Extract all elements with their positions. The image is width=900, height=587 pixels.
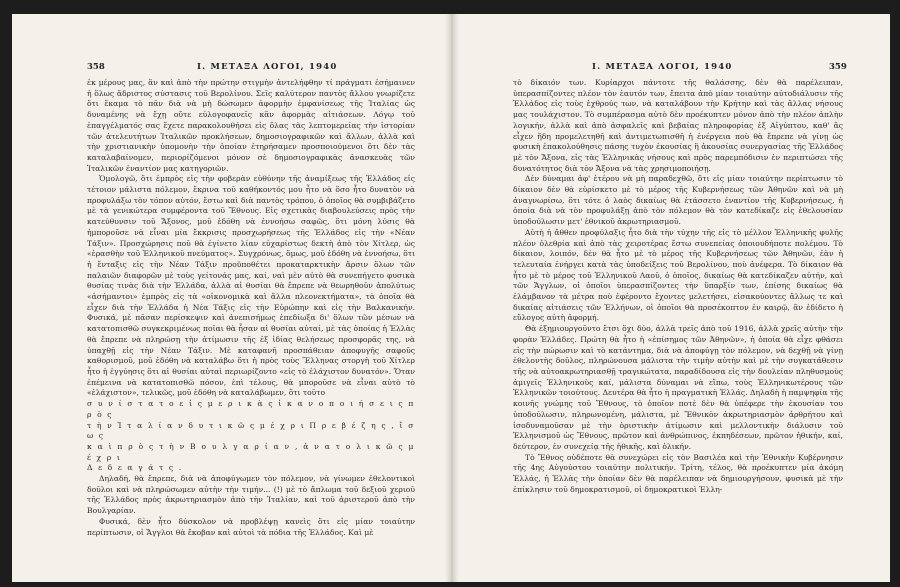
left-spaced-line-4: Δ ε δ ε α γ ά τ ς . bbox=[87, 463, 183, 473]
left-paragraph-3: Δηλαδή, θὰ ἔπρεπε, διὰ νὰ ἀποφύγωμεν τὸν πόλεμον, νὰ γίνωμεν ἐθελοντικοὶ δοῦλοι καὶ νὰ πληρώσωμεν αὐτὴν τὴν τιμήν... (!) μὲ τὸ ἄπλωμα τοῦ δεξιοῦ χεριοῦ τῆς Ἑλλάδος πρὸς ἀκρωτηριασμὸν ἀπὸ τὴν Ἰταλίαν, καὶ τοῦ ἀριστεροῦ ἀπὸ τὴν Βουλγαρίαν. bbox=[87, 474, 415, 516]
left-running-title: Ι. ΜΕΤΑΞΑ ΛΟΓΟΙ, 1940 bbox=[197, 62, 338, 72]
left-paragraph-4: Φυσικά, δὲν ἦτο δύσκολον νὰ προβλέψῃ κανεὶς ὅτι εἰς μίαν τοιαύτην περίπτωσιν, οἱ Ἄγγλοι θὰ ἔκοβαν καὶ αὐτοὶ τὰ πόδια τῆς Ἑλλάδος. Καὶ μὲ bbox=[87, 516, 415, 537]
left-spaced-line-3: κ α ὶ π ρ ὸ ς τ ὴ ν Β ο υ λ γ α ρ ί α ν , ἀ ν α τ ο λ ι κ ῶ ς μ έ χ ρ ι bbox=[87, 441, 415, 462]
right-page-number: 359 bbox=[829, 62, 847, 72]
right-paragraph-5: Τὸ Ἔθνος οὐδέποτε θὰ συνεχώρει εἰς τὸν Βασιλέα καὶ τὴν Ἐθνικὴν Κυβέρνησιν τῆς 4ης Αὐγούστου τοιαύτην πολιτικήν. Τρίτη, τέλος, θὰ προέκυπτεν μία ἀκόμη Ἑλλάς, ἡ Ἑλλὰς τὴν ὁποίαν δὲν θὰ παρέλειπαν νὰ δημιουργήσουν, φυσικὰ μὲ τὴν ἐπίκλησιν τοῦ δημοκρατισμοῦ, οἱ δημοκρατικοὶ Ἑλλη- bbox=[513, 452, 843, 494]
right-paragraph-1: τὸ δίκαιόν των. Κυρίαρχοι πάντοτε τῆς θαλάσσης, δὲν θὰ παρέλειπαν, ὑπερασπίζοντες πλέον τὸν ἑαυτόν των, ἔπειτα ἀπὸ μίαν τοιαύτην αὐτοδιάλυσιν τῆς Ἑλλάδος εἰς τοὺς ἐχθρούς των, νὰ καταλάβουν τὴν Κρήτην καὶ τὰς ἄλλας νήσους μας τουλάχιστον. Τὸ συμπέρασμα αὐτὸ δὲν προέκυπτεν μόνον ἀπὸ τὴν πλέον ἁπλὴν λογικήν, ἀλλὰ καὶ ἀπὸ ἀσφαλεῖς καὶ βεβαίας πληροφορίας ἐξ Αἰγύπτου, καθ' ἃς εἶχεν ἤδη προμελετηθῆ καὶ ἀντιμετωπισθῆ ἡ ἐνέργεια ποὺ θὰ ἔπρεπε νὰ γίνῃ ὡς φυσικὴ ἐπακολούθησις πάσης τυχὸν ἐκουσίας ἢ ἀκουσίας συνεργασίας τῆς Ἑλλάδος μὲ τὸν Ἄξονα, εἰς τὰς Ἑλληνικὰς νήσους καὶ πρὸς παρεμπόδισιν ἐν περιπτώσει τῆς δυνατότητος διὰ τὸν Ἄξονα νὰ τὰς χρησιμοποιήσῃ. bbox=[513, 78, 843, 173]
right-paragraph-2: Δὲν δύναμαι ἀφ' ἑτέρου νὰ μὴ παραδεχθῶ, ὅτι εἰς μίαν τοιαύτην περίπτωσιν τὸ δίκαιον δὲν θὰ εὑρίσκετο μὲ τὸ μέρος τῆς Κυβερνήσεως τῶν Ἀθηνῶν καὶ νὰ μὴ ἀναγνωρίσω, ὅτι τότε ὁ λαὸς δικαίως θὰ ἐτάσσετο ἐναντίον τῆς Κυβερνήσεως, ἡ ὁποία διὰ νὰ τὸν προφυλάξῃ ἀπὸ τὸν πόλεμον θὰ τὸν κατεδίκαζε εἰς ἐθελουσίαν ὑποδούλωσιν μετ' ἐθνικοῦ ἀκρωτηριασμοῦ. bbox=[513, 174, 843, 227]
right-paragraph-3: Αὐτὴ ἡ ἄθθεν προφύλαξις ἦτο διὰ τὴν τύχην τῆς εἰς τὸ μέλλον Ἑλληνικῆς φυλῆς πλέον ὀλεθρία καὶ ἀπὸ τὰς χειροτέρας ἔστω συνεπείας ὁποιουδήποτε πολέμου. Τὸ δίκαιον, λοιπόν, δὲν θὰ ἦτο μὲ τὸ μέρος τῆς Κυβερνήσεως τῶν Ἀθηνῶν, ἐὰν ἡ τελευταία ἐνήργει κατὰ τὰς ὑποδείξεις τοῦ Βερολίνου, ποὺ ἀνέφερα. Τὸ δίκαιον θὰ ἦτο μὲ τὸ μέρος τοῦ Ἑλληνικοῦ Λαοῦ, ὁ ὁποῖος, δικαίως θὰ κατεδίκαζεν αὐτήν, καὶ τῶν Ἄγγλων, οἱ ὁποῖοι ὑπερασπίζοντες τὴν ὕπαρξίν των, ἐπίσης δικαίως θὰ ἐλάμβανον τὰ μέτρα ποὺ ἐφέροντο ἔχοντες μελετήσει, εἰσακούοντες ἄλλως τε καὶ δικαίας αἰτιάσεις τῶν Ἑλλήνων, οἱ ὁποῖοι θὰ προσέκοπτον ἐν καιρῷ, ἂν ἐδίδετο ἡ εὔλογος αὐτὴ ἀφορμή. bbox=[513, 227, 843, 323]
left-body-text bbox=[87, 78, 415, 538]
left-page bbox=[12, 14, 445, 582]
left-spaced-line-2: τ ὴ ν Ἰ τ α λ ί α ν δ υ τ ι κ ῶ ς μ έ χ ρ ι Π ρ ε β έ ζ η ς , ἴ σ ω ς bbox=[87, 420, 415, 441]
left-paragraph-1: ἐκ μέρους μας, ἂν καὶ ἀπὸ τὴν πρώτην στιγμὴν ἀντελήφθην τί πράγματι ἐσήμαινεν ἡ ὅλως ἄδριστος σύστασις τοῦ Βερολίνου. Σεῖς καλύτερον παντὸς ἄλλου γνωρίζετε ὅτι ἔκαμα τὸ πᾶν διὰ νὰ μὴ δώσωμεν ἀφορμὴν ἐμφανίσεως τῆς Ἰταλίας ὡς δυναμένης νὰ ἔχῃ οὔτε εὐλογοφανεῖς κἂν ἀφορμὰς αἰτιάσεων. Λόγῳ τοῦ ἐπαγγέλματός σας ἔχετε παρακολουθήσει εἰς ὅλας τὰς λεπτομερείας τὴν ἱστορίαν τῶν ἀτελευτήτων Ἰταλικῶν προκλήσεων, δημοσιογραφικῶν καὶ ἄλλων, ἀλλὰ καὶ τὴν χριστιανικὴν ὑπομονὴν τὴν ὁποίαν ἐτηρήσαμεν προσποιούμενοι ὅτι δὲν τὰς καταλαβαίνομεν, περιορίζόμενοι μόνον σὲ δημοσιογραφικὰς ἀνασκευὰς τῶν Ἰταλικῶν ἐναντίον μας κατηγοριῶν. bbox=[87, 78, 415, 173]
right-page bbox=[459, 14, 890, 582]
right-body-text bbox=[513, 78, 843, 495]
left-paragraph-2: Ὁμολογῶ, ὅτι ἐμπρὸς εἰς τὴν φοβερὰν εὐθύνην τῆς ἀναμίξεως τῆς Ἑλλάδος εἰς τέτοιον μάλιστα πόλεμον, ἔκρινα τοῦ καθήκοντός μου ἦτο νὰ ὅσο ἦτο δυνατὸν νὰ προφυλάξω τὸν τόπον αὐτόν, ἔστω καὶ διὰ παντὸς τρόπου, ὁ ὁποῖος θὰ συμβιβάζετο μὲ τὰ γενικώτερα συμφέροντα τοῦ Ἔθνους. Εἰς σχετικὰς διαβουλεύσεις πρὸς τὴν κατεύθυνσιν τοῦ Ἄξονος, μοῦ ἐδόθη νὰ ἐννοήσω σαφῶς, ὅτι μόνη λύσις θὰ ἠμποροῦσε νὰ εἶναι μία ἔκκρισις προσχωρήσεως τῆς Ἑλλάδος εἰς τὴν «Νέαν Τάξιν». Προσχώρησις ποῦ θὰ ἐγίνετο λίαν εὐχαρίστως δεκτὴ ἀπὸ τὸν Χίτλερ, ὡς «ἐρασθὴν τοῦ Ἑλληνικοῦ πνεύματος». Συγχρόνως, ὅμως, μοῦ ἐδόθη νὰ ἐννοήσω, ὅτι ἡ ἔνταξις εἰς τὴν Νέαν Τάξιν προϋποθέτει προκαταρκτικὴν ἄρσιν ὅλων τῶν παλαιῶν διαφορῶν μὲ τοὺς γείτονάς μας, καί, ναὶ μὲν αὐτὸ θὰ συνεπήγετο φυσικὰ θυσίας τινὰς διὰ τὴν Ἑλλάδα, ἀλλὰ αἱ θυσίαι θὰ ἔπρεπε νὰ θεωρηθοῦν ἀπολύτως «ἀσήμαντοι» ἐμπρὸς εἰς τὰ «οἰκονομικὰ καὶ ἄλλα πλεονεκτήματα», τὰ ὁποῖα θὰ εἶχεν διὰ τὴν Ἑλλάδα ἡ Νέα Τάξις εἰς τὴν Εὐρώπην καὶ εἰς τὴν Βαλκανικήν. Φυσικά, μὲ πᾶσαν περίσκεψιν καὶ ἀνεπισήμως ἐπεδίωξα δι' ὅλων τῶν μέσων νὰ κατατοπισθῶ συγκεκριμένως ποῖαι θὰ ἦσαν αἱ θυσίαι αὐταί, μὲ τὰς ὁποίας ἡ Ἑλλὰς θὰ ἔπρεπε νὰ πληρώσῃ τὴν ἀτίμωσιν τῆς ἐξ ἰδίας θελήσεως προσφορᾶς της, νὰ ὑπαχθῇ εἰς τὴν Νέαν Τάξιν. Μὲ καταφανῆ προσπάθειαν ἀποφυγῆς σαφοῦς καθορισμοῦ, μοῦ ἐδόθη νὰ καταλάβω ὅτι ἡ πρὸς τοὺς Ἕλληνας στοργὴ τοῦ Χίτλερ ἦτο ἡ ἐγγύησις ὅτι αἱ θυσίαι αὐταὶ περιωρίζοντο «εἰς τὸ ἐλάχιστον δυνατόν». Ὅταν ἐπέμεινα νὰ κατατοπισθῶ πόσον, ἐπὶ τέλους, θὰ μποροῦσε νὰ εἶναι αὐτὸ τὸ «ἐλάχιστον», τελικῶς, μοῦ ἐδόθη νὰ καταλάβωμεν, ὅτι τοῦτο bbox=[87, 174, 415, 398]
book-gutter bbox=[445, 14, 459, 582]
right-running-title: Ι. ΜΕΤΑΞΑ ΛΟΓΟΙ, 1940 bbox=[592, 62, 733, 72]
left-spaced-line-1: σ υ ν ί σ τ α τ ο ε ἰ ς μ ε ρ ι κ ὰ ς ἱ κ α ν ο π ο ι ή σ ε ι ς π ρ ὸ ς bbox=[87, 399, 415, 419]
book-spread bbox=[12, 14, 890, 582]
right-paragraph-4: Θὰ ἐξημιουργοῦντο ἔτσι ὅχι δύο, ἀλλὰ τρεῖς ἀπὸ τοῦ 1916, ἀλλὰ χρεῖς αὐτὴν τὴν φορὰν Ἑλλάδες. Πρώτη θὰ ἦτο ἡ «ἐπίσημος τῶν Ἀθηνῶν», ἡ ὁποία θὰ εἶχε φθάσει εἰς τὴν πώρωσιν καὶ τὸ κατάντημα, διὰ νὰ ἀποφύγῃ τὸν πόλεμον, νὰ δεχθῇ νὰ γίνῃ ἐθελοντὴς δοῦλος, πληρώνουσα μάλιστα τὴν τιμὴν αὐτὴν καὶ μὲ τὴν συγκατάθεσιν τῆς νὰ αὐτοακρωτηριασθῇ τραγικώτατα, παραδίδουσα εἰς τὴν δουλείαν πληθυσμοὺς ἀμιγεῖς Ἑλληνικοὺς καί, μάλιστα δύναμαι νὰ εἴπω, τοὺς Ἑλληνικωτέρους τῶν Ἑλληνικῶν τοιούτους. Δευτέρα θὰ ἦτο ἡ πραγματικὴ Ἑλλάς. Δηλαδὴ ἡ παμψηφία τῆς κοινῆς γνώμης τοῦ Ἔθνους, τὸ ὁποῖον ποτὲ δὲν θὰ ὑπέφερε τὴν ἐκουσίαν του ὑποδούλωσιν, πληρωνομένη, μάλιστα, μὲ Ἔθνικὸν ἀκρωτηριασμὸν ἀρθρήτου καὶ ἰσοδυναμοῦσαν μὲ τὴν ὁριστικὴν ἀτίμωσιν καὶ μελλοντικὴν διάλυσιν τοῦ Ἑλληνισμοῦ ὡς Ἔθνους, πρῶτον καὶ ἀνθρώπινος, ἐκπηδέσεων, πρῶτον ἠθικήν, καί, δεύτερον, ἐν συνεχείᾳ τῆς ἠθικῆς, καὶ ὁλικήν. bbox=[513, 324, 843, 451]
left-page-number: 358 bbox=[87, 62, 105, 72]
